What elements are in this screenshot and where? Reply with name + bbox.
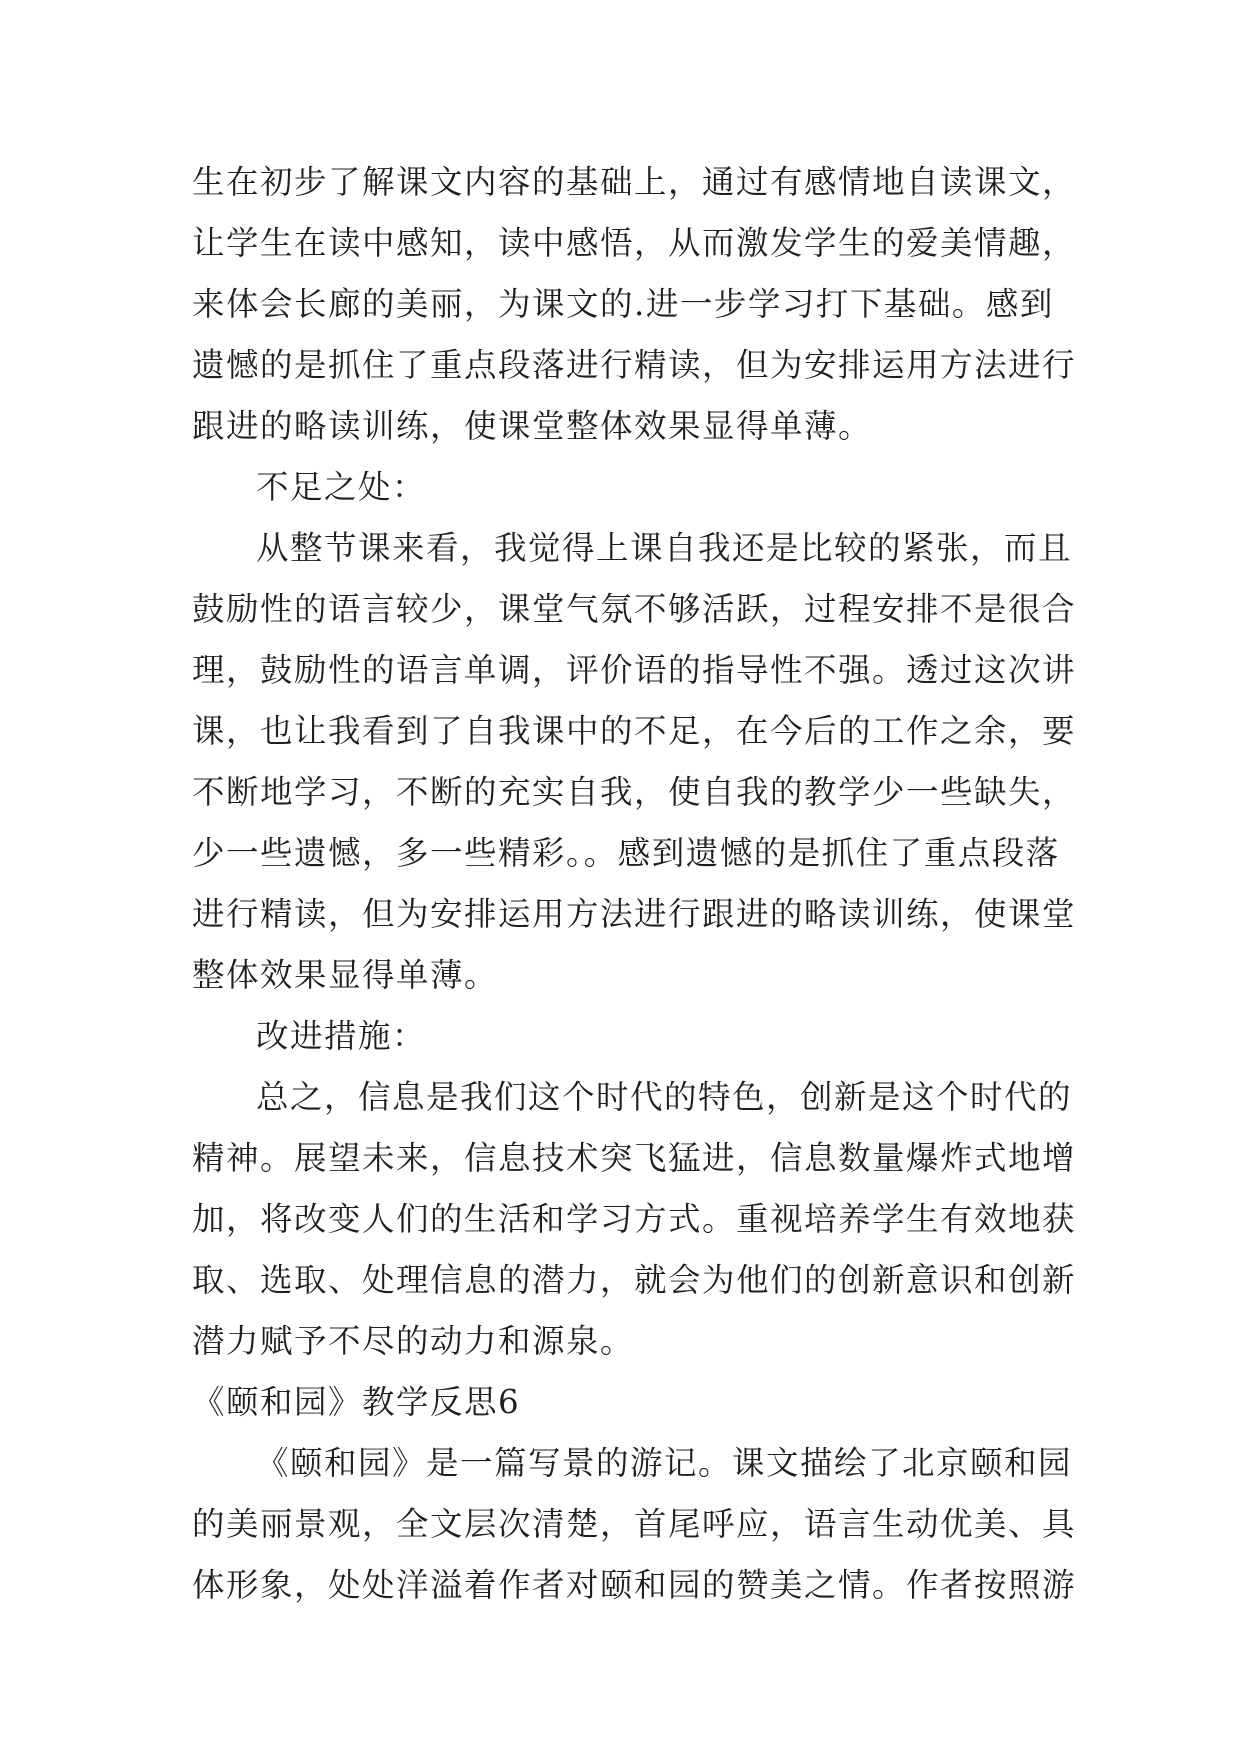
text-line: 从整节课来看，我觉得上课自我还是比较的紧张，而且 (256, 529, 1073, 567)
text-line: 理，鼓励性的语言单调，评价语的指导性不强。透过这次讲 (192, 651, 1077, 689)
text-line: 体形象，处处洋溢着作者对颐和园的赞美之情。作者按照游 (192, 1566, 1077, 1604)
text-line: 整体效果显得单薄。 (192, 956, 499, 994)
text-line: 少一些遗憾，多一些精彩。。感到遗憾的是抓住了重点段落 (192, 834, 1060, 872)
text-line: 取、选取、处理信息的潜力，就会为他们的创新意识和创新 (192, 1261, 1077, 1299)
section-label-shortcomings: 不足之处： (256, 468, 427, 506)
text-line: 课，也让我看到了自我课中的不足，在今后的工作之余，要 (192, 712, 1077, 750)
text-line: 加，将改变人们的生活和学习方式。重视培养学生有效地获 (192, 1200, 1077, 1238)
text-line: 生在初步了解课文内容的基础上，通过有感情地自读课文， (192, 163, 1077, 201)
text-line: 让学生在读中感知，读中感悟，从而激发学生的爱美情趣， (192, 224, 1077, 262)
text-line: 不断地学习，不断的充实自我，使自我的教学少一些缺失， (192, 773, 1077, 811)
text-line: 精神。展望未来，信息技术突飞猛进，信息数量爆炸式地增 (192, 1139, 1077, 1177)
section-label-improvements: 改进措施： (256, 1017, 427, 1055)
text-line: 进行精读，但为安排运用方法进行跟进的略读训练，使课堂 (192, 895, 1077, 933)
text-line: 来体会长廊的美丽，为课文的.进一步学习打下基础。感到 (192, 285, 1054, 323)
document-body (192, 152, 1077, 1616)
text-line: 遗憾的是抓住了重点段落进行精读，但为安排运用方法进行 (192, 346, 1077, 384)
text-line: 鼓励性的语言较少，课堂气氛不够活跃，过程安排不是很合 (192, 590, 1077, 628)
text-line: 《颐和园》是一篇写景的游记。课文描绘了北京颐和园 (256, 1444, 1073, 1482)
text-line: 潜力赋予不尽的动力和源泉。 (192, 1322, 635, 1360)
section-heading: 《颐和园》教学反思6 (192, 1383, 521, 1421)
text-line: 的美丽景观，全文层次清楚，首尾呼应，语言生动优美、具 (192, 1505, 1077, 1543)
text-line: 总之，信息是我们这个时代的特色，创新是这个时代的 (256, 1078, 1073, 1116)
text-line: 跟进的略读训练，使课堂整体效果显得单薄。 (192, 407, 873, 445)
